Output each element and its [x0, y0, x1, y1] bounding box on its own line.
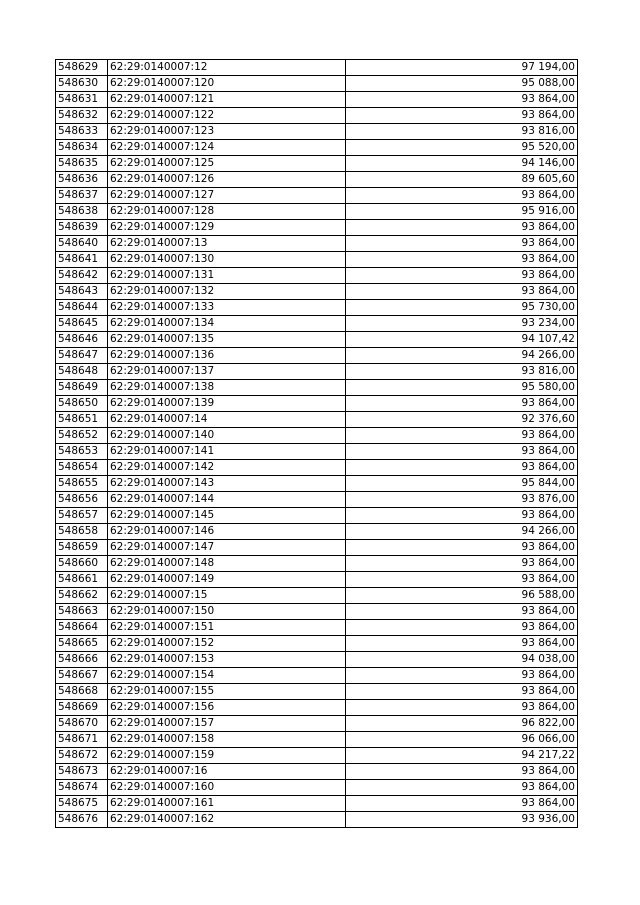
- row-id-cell: 548671: [56, 732, 108, 748]
- cadastral-value-cell: 93 864,00: [346, 556, 578, 572]
- table-row: [56, 556, 578, 572]
- cadastral-value-table: [55, 59, 578, 828]
- row-id-cell: 548641: [56, 252, 108, 268]
- table-row: [56, 380, 578, 396]
- cadastral-number-cell: 62:29:0140007:140: [108, 428, 346, 444]
- cadastral-number-cell: 62:29:0140007:152: [108, 636, 346, 652]
- row-id-cell: 548665: [56, 636, 108, 652]
- row-id-cell: 548673: [56, 764, 108, 780]
- row-id-cell: 548640: [56, 236, 108, 252]
- row-id-cell: 548662: [56, 588, 108, 604]
- cadastral-number-cell: 62:29:0140007:129: [108, 220, 346, 236]
- table-row: [56, 540, 578, 556]
- table-row: [56, 60, 578, 76]
- cadastral-value-cell: 93 816,00: [346, 124, 578, 140]
- cadastral-number-cell: 62:29:0140007:158: [108, 732, 346, 748]
- row-id-cell: 548653: [56, 444, 108, 460]
- cadastral-number-cell: 62:29:0140007:16: [108, 764, 346, 780]
- cadastral-number-cell: 62:29:0140007:154: [108, 668, 346, 684]
- cadastral-number-cell: 62:29:0140007:161: [108, 796, 346, 812]
- cadastral-value-cell: 95 730,00: [346, 300, 578, 316]
- row-id-cell: 548663: [56, 604, 108, 620]
- cadastral-number-cell: 62:29:0140007:144: [108, 492, 346, 508]
- table-row: [56, 508, 578, 524]
- row-id-cell: 548630: [56, 76, 108, 92]
- cadastral-number-cell: 62:29:0140007:128: [108, 204, 346, 220]
- row-id-cell: 548672: [56, 748, 108, 764]
- table-row: [56, 156, 578, 172]
- cadastral-value-cell: 93 876,00: [346, 492, 578, 508]
- table-row: [56, 652, 578, 668]
- table-row: [56, 364, 578, 380]
- cadastral-number-cell: 62:29:0140007:147: [108, 540, 346, 556]
- cadastral-number-cell: 62:29:0140007:14: [108, 412, 346, 428]
- cadastral-number-cell: 62:29:0140007:146: [108, 524, 346, 540]
- cadastral-value-cell: 93 864,00: [346, 508, 578, 524]
- row-id-cell: 548631: [56, 92, 108, 108]
- cadastral-number-cell: 62:29:0140007:149: [108, 572, 346, 588]
- table-row: [56, 172, 578, 188]
- table-row: [56, 492, 578, 508]
- table-row: [56, 428, 578, 444]
- cadastral-number-cell: 62:29:0140007:153: [108, 652, 346, 668]
- cadastral-value-cell: 93 864,00: [346, 636, 578, 652]
- cadastral-value-cell: 93 864,00: [346, 780, 578, 796]
- row-id-cell: 548652: [56, 428, 108, 444]
- table-row: [56, 92, 578, 108]
- cadastral-value-cell: 93 864,00: [346, 396, 578, 412]
- row-id-cell: 548645: [56, 316, 108, 332]
- row-id-cell: 548642: [56, 268, 108, 284]
- cadastral-number-cell: 62:29:0140007:122: [108, 108, 346, 124]
- row-id-cell: 548643: [56, 284, 108, 300]
- row-id-cell: 548647: [56, 348, 108, 364]
- table-row: [56, 140, 578, 156]
- cadastral-number-cell: 62:29:0140007:127: [108, 188, 346, 204]
- cadastral-value-cell: 93 864,00: [346, 620, 578, 636]
- table-row: [56, 348, 578, 364]
- cadastral-number-cell: 62:29:0140007:130: [108, 252, 346, 268]
- cadastral-number-cell: 62:29:0140007:156: [108, 700, 346, 716]
- cadastral-number-cell: 62:29:0140007:157: [108, 716, 346, 732]
- table-row: [56, 764, 578, 780]
- cadastral-number-cell: 62:29:0140007:137: [108, 364, 346, 380]
- cadastral-value-cell: 93 864,00: [346, 604, 578, 620]
- cadastral-number-cell: 62:29:0140007:141: [108, 444, 346, 460]
- table-row: [56, 620, 578, 636]
- row-id-cell: 548636: [56, 172, 108, 188]
- cadastral-value-cell: 94 266,00: [346, 524, 578, 540]
- cadastral-value-cell: 93 864,00: [346, 460, 578, 476]
- table-row: [56, 124, 578, 140]
- cadastral-value-cell: 96 588,00: [346, 588, 578, 604]
- table-row: [56, 572, 578, 588]
- cadastral-number-cell: 62:29:0140007:135: [108, 332, 346, 348]
- cadastral-value-cell: 93 234,00: [346, 316, 578, 332]
- row-id-cell: 548639: [56, 220, 108, 236]
- row-id-cell: 548660: [56, 556, 108, 572]
- cadastral-number-cell: 62:29:0140007:133: [108, 300, 346, 316]
- table-row: [56, 588, 578, 604]
- row-id-cell: 548655: [56, 476, 108, 492]
- cadastral-value-cell: 95 916,00: [346, 204, 578, 220]
- table-row: [56, 188, 578, 204]
- row-id-cell: 548635: [56, 156, 108, 172]
- cadastral-value-cell: 97 194,00: [346, 60, 578, 76]
- cadastral-number-cell: 62:29:0140007:159: [108, 748, 346, 764]
- cadastral-number-cell: 62:29:0140007:121: [108, 92, 346, 108]
- table-row: [56, 204, 578, 220]
- cadastral-value-cell: 93 864,00: [346, 108, 578, 124]
- row-id-cell: 548651: [56, 412, 108, 428]
- cadastral-value-cell: 93 864,00: [346, 796, 578, 812]
- cadastral-value-cell: 96 066,00: [346, 732, 578, 748]
- table-row: [56, 716, 578, 732]
- cadastral-value-cell: 93 864,00: [346, 444, 578, 460]
- table-row: [56, 604, 578, 620]
- row-id-cell: 548670: [56, 716, 108, 732]
- table-row: [56, 684, 578, 700]
- cadastral-value-cell: 89 605,60: [346, 172, 578, 188]
- cadastral-value-cell: 93 864,00: [346, 236, 578, 252]
- cadastral-value-cell: 94 107,42: [346, 332, 578, 348]
- table-row: [56, 460, 578, 476]
- table-row: [56, 732, 578, 748]
- cadastral-value-cell: 93 864,00: [346, 572, 578, 588]
- cadastral-number-cell: 62:29:0140007:151: [108, 620, 346, 636]
- cadastral-value-cell: 94 038,00: [346, 652, 578, 668]
- cadastral-number-cell: 62:29:0140007:132: [108, 284, 346, 300]
- cadastral-number-cell: 62:29:0140007:13: [108, 236, 346, 252]
- table-row: [56, 444, 578, 460]
- cadastral-value-cell: 93 864,00: [346, 252, 578, 268]
- row-id-cell: 548668: [56, 684, 108, 700]
- row-id-cell: 548675: [56, 796, 108, 812]
- cadastral-value-cell: 93 864,00: [346, 668, 578, 684]
- cadastral-value-cell: 93 864,00: [346, 220, 578, 236]
- table-row: [56, 108, 578, 124]
- row-id-cell: 548649: [56, 380, 108, 396]
- cadastral-number-cell: 62:29:0140007:126: [108, 172, 346, 188]
- row-id-cell: 548646: [56, 332, 108, 348]
- cadastral-value-cell: 93 864,00: [346, 428, 578, 444]
- table-row: [56, 284, 578, 300]
- document-page: [55, 59, 578, 828]
- table-row: [56, 236, 578, 252]
- row-id-cell: 548654: [56, 460, 108, 476]
- table-row: [56, 332, 578, 348]
- cadastral-number-cell: 62:29:0140007:15: [108, 588, 346, 604]
- cadastral-number-cell: 62:29:0140007:155: [108, 684, 346, 700]
- cadastral-number-cell: 62:29:0140007:125: [108, 156, 346, 172]
- cadastral-number-cell: 62:29:0140007:148: [108, 556, 346, 572]
- cadastral-value-cell: 92 376,60: [346, 412, 578, 428]
- cadastral-value-cell: 93 864,00: [346, 284, 578, 300]
- cadastral-value-cell: 93 864,00: [346, 92, 578, 108]
- table-row: [56, 668, 578, 684]
- cadastral-value-cell: 95 844,00: [346, 476, 578, 492]
- row-id-cell: 548629: [56, 60, 108, 76]
- row-id-cell: 548676: [56, 812, 108, 828]
- row-id-cell: 548674: [56, 780, 108, 796]
- cadastral-number-cell: 62:29:0140007:142: [108, 460, 346, 476]
- cadastral-value-cell: 93 864,00: [346, 684, 578, 700]
- row-id-cell: 548664: [56, 620, 108, 636]
- cadastral-number-cell: 62:29:0140007:138: [108, 380, 346, 396]
- table-body: [56, 60, 578, 828]
- table-row: [56, 636, 578, 652]
- table-row: [56, 300, 578, 316]
- cadastral-number-cell: 62:29:0140007:136: [108, 348, 346, 364]
- table-row: [56, 268, 578, 284]
- table-row: [56, 524, 578, 540]
- cadastral-number-cell: 62:29:0140007:12: [108, 60, 346, 76]
- row-id-cell: 548637: [56, 188, 108, 204]
- row-id-cell: 548648: [56, 364, 108, 380]
- cadastral-value-cell: 95 580,00: [346, 380, 578, 396]
- row-id-cell: 548633: [56, 124, 108, 140]
- row-id-cell: 548658: [56, 524, 108, 540]
- cadastral-number-cell: 62:29:0140007:123: [108, 124, 346, 140]
- row-id-cell: 548667: [56, 668, 108, 684]
- table-row: [56, 220, 578, 236]
- cadastral-value-cell: 93 864,00: [346, 764, 578, 780]
- table-row: [56, 700, 578, 716]
- row-id-cell: 548656: [56, 492, 108, 508]
- cadastral-number-cell: 62:29:0140007:139: [108, 396, 346, 412]
- cadastral-number-cell: 62:29:0140007:134: [108, 316, 346, 332]
- table-row: [56, 316, 578, 332]
- cadastral-value-cell: 94 266,00: [346, 348, 578, 364]
- cadastral-number-cell: 62:29:0140007:143: [108, 476, 346, 492]
- table-row: [56, 812, 578, 828]
- row-id-cell: 548666: [56, 652, 108, 668]
- cadastral-number-cell: 62:29:0140007:160: [108, 780, 346, 796]
- cadastral-value-cell: 93 936,00: [346, 812, 578, 828]
- cadastral-number-cell: 62:29:0140007:131: [108, 268, 346, 284]
- cadastral-value-cell: 95 520,00: [346, 140, 578, 156]
- row-id-cell: 548644: [56, 300, 108, 316]
- table-row: [56, 796, 578, 812]
- row-id-cell: 548661: [56, 572, 108, 588]
- table-row: [56, 476, 578, 492]
- cadastral-value-cell: 93 816,00: [346, 364, 578, 380]
- cadastral-value-cell: 95 088,00: [346, 76, 578, 92]
- table-row: [56, 396, 578, 412]
- cadastral-value-cell: 93 864,00: [346, 540, 578, 556]
- cadastral-number-cell: 62:29:0140007:162: [108, 812, 346, 828]
- row-id-cell: 548632: [56, 108, 108, 124]
- cadastral-number-cell: 62:29:0140007:124: [108, 140, 346, 156]
- row-id-cell: 548638: [56, 204, 108, 220]
- cadastral-value-cell: 94 146,00: [346, 156, 578, 172]
- table-row: [56, 780, 578, 796]
- row-id-cell: 548634: [56, 140, 108, 156]
- table-row: [56, 76, 578, 92]
- cadastral-number-cell: 62:29:0140007:145: [108, 508, 346, 524]
- cadastral-value-cell: 93 864,00: [346, 188, 578, 204]
- cadastral-number-cell: 62:29:0140007:120: [108, 76, 346, 92]
- table-row: [56, 748, 578, 764]
- cadastral-number-cell: 62:29:0140007:150: [108, 604, 346, 620]
- cadastral-value-cell: 94 217,22: [346, 748, 578, 764]
- row-id-cell: 548657: [56, 508, 108, 524]
- row-id-cell: 548669: [56, 700, 108, 716]
- table-row: [56, 252, 578, 268]
- cadastral-value-cell: 93 864,00: [346, 700, 578, 716]
- row-id-cell: 548659: [56, 540, 108, 556]
- table-row: [56, 412, 578, 428]
- row-id-cell: 548650: [56, 396, 108, 412]
- cadastral-value-cell: 93 864,00: [346, 268, 578, 284]
- cadastral-value-cell: 96 822,00: [346, 716, 578, 732]
